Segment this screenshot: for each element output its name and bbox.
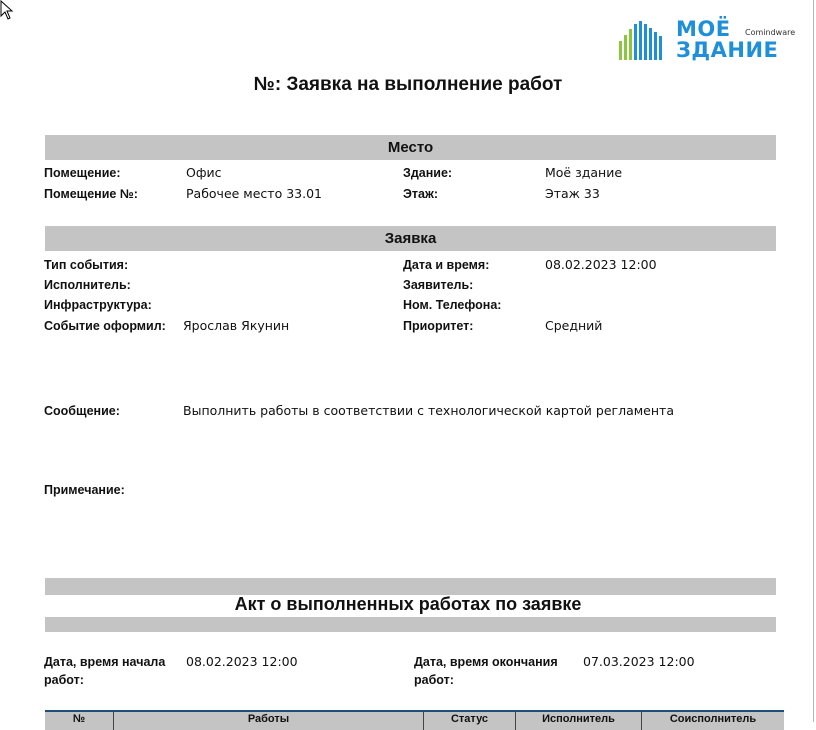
building-value: Моё здание <box>545 165 623 180</box>
logo-word-1: МОЁ <box>676 17 731 41</box>
executor-label: Исполнитель: <box>44 278 131 292</box>
message-value: Выполнить работы в соответствии с технологической картой регламента <box>183 403 674 418</box>
room-label: Помещение: <box>44 166 121 180</box>
created-by-label: Событие оформил: <box>44 319 166 333</box>
table-header-works: Работы <box>113 712 423 730</box>
priority-label: Приоритет: <box>403 319 474 333</box>
end-time-value: 07.03.2023 12:00 <box>583 654 695 669</box>
room-number-label: Помещение №: <box>44 187 138 201</box>
table-header-number: № <box>72 713 86 725</box>
mouse-cursor-icon <box>0 0 14 20</box>
table-header-executor: Исполнитель <box>515 712 641 730</box>
start-time-value: 08.02.2023 12:00 <box>186 654 298 669</box>
logo-word-2: ЗДАНИЕ <box>676 38 779 62</box>
note-label: Примечание: <box>44 483 125 497</box>
phone-label: Ном. Телефона: <box>403 298 502 312</box>
logo-brand: Comindware <box>745 28 796 37</box>
logo <box>618 17 796 65</box>
infrastructure-label: Инфраструктура: <box>44 298 152 312</box>
building-label: Здание: <box>403 166 453 180</box>
table-header-status: Статус <box>423 712 515 730</box>
act-top-bar <box>45 578 776 595</box>
room-number-value: Рабочее место 33.01 <box>186 186 322 201</box>
works-table-header <box>45 710 784 730</box>
document-title: №: Заявка на выполнение работ <box>253 74 563 95</box>
created-by-value: Ярослав Якунин <box>183 318 290 333</box>
section-place-heading: Место <box>45 135 776 160</box>
end-time-label: Дата, время окончания работ: <box>414 655 558 687</box>
priority-value: Средний <box>545 318 603 333</box>
applicant-label: Заявитель: <box>403 278 474 292</box>
room-value: Офис <box>186 165 222 180</box>
floor-label: Этаж: <box>403 187 438 201</box>
datetime-label: Дата и время: <box>403 258 490 272</box>
act-bottom-bar <box>45 617 776 632</box>
datetime-value: 08.02.2023 12:00 <box>545 257 657 272</box>
message-label: Сообщение: <box>44 404 120 418</box>
event-type-label: Тип события: <box>44 258 129 272</box>
floor-value: Этаж 33 <box>545 186 600 201</box>
section-request-heading: Заявка <box>45 226 776 251</box>
start-time-label: Дата, время начала работ: <box>44 655 166 687</box>
table-header-coexecutor: Соисполнитель <box>641 712 784 730</box>
act-heading: Акт о выполненных работах по заявке <box>234 594 582 614</box>
building-bars-icon <box>618 19 670 61</box>
